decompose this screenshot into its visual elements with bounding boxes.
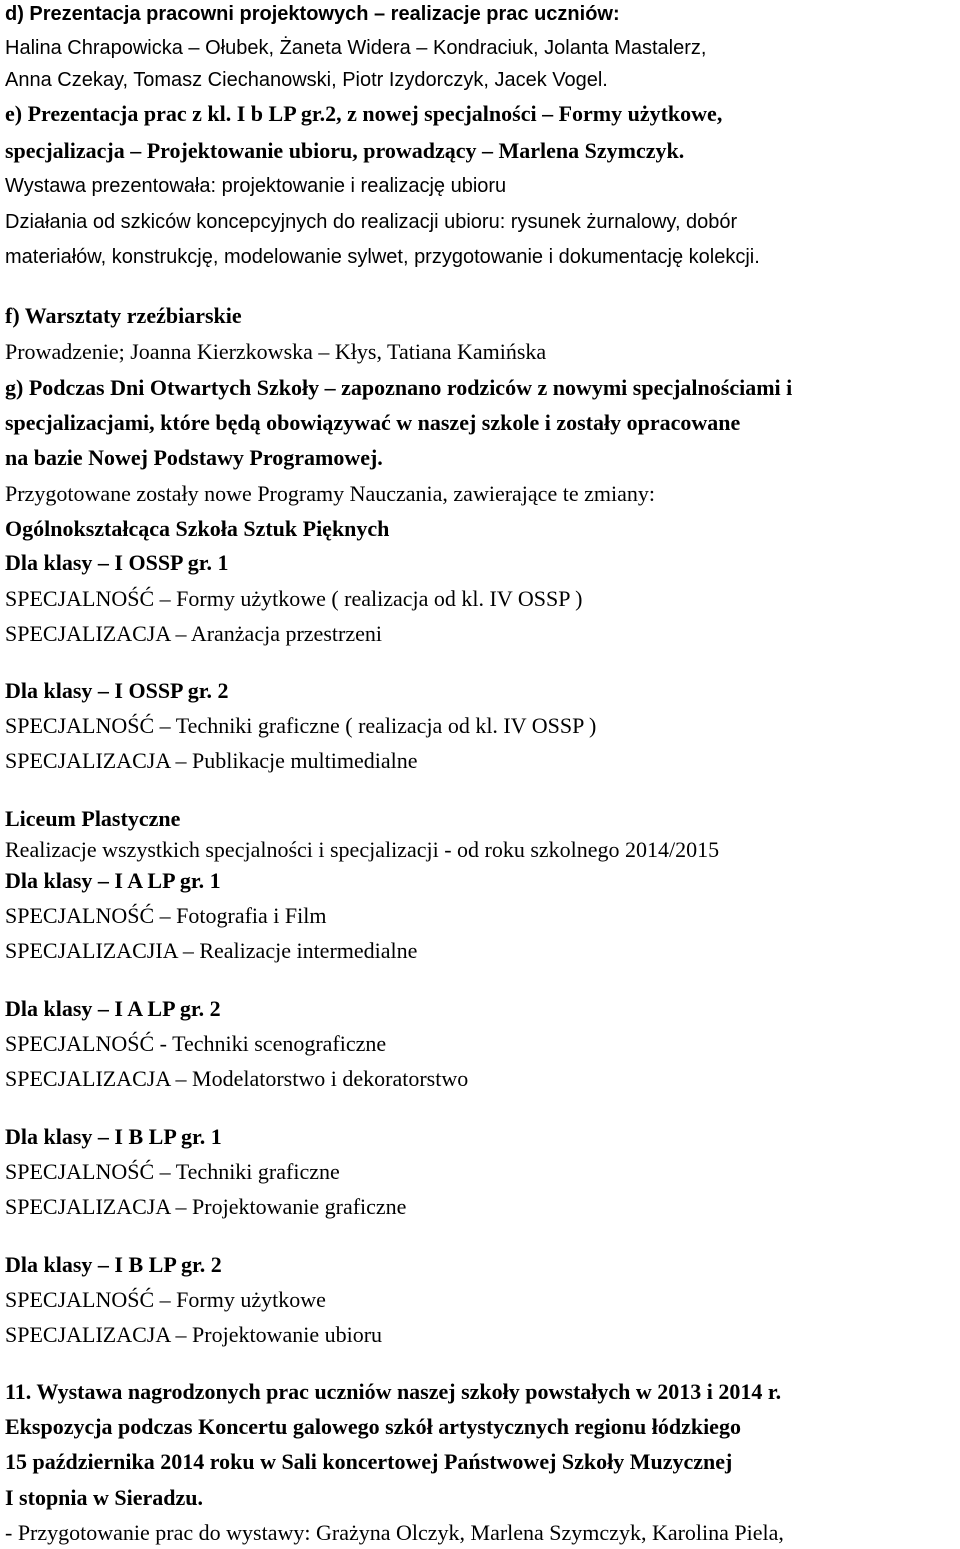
school-title: Liceum Plastyczne xyxy=(5,806,181,831)
section-11-line: 15 października 2014 roku w Sali koncertowej Państwowej Szkoły Muzycznej xyxy=(5,1449,733,1474)
section-g-heading: g) Podczas Dni Otwartych Szkoły – zapoznano rodziców z nowymi specjalnościami i xyxy=(5,375,793,400)
section-11-line: I stopnia w Sieradzu. xyxy=(5,1485,204,1510)
specialty-line: SPECJALNOŚĆ – Formy użytkowe ( realizacja od kl. IV OSSP ) xyxy=(5,586,583,611)
specialization-line: SPECJALIZACJA – Publikacje multimedialne xyxy=(5,748,418,773)
section-f-line: Prowadzenie; Joanna Kierzkowska – Kłys, Tatiana Kamińska xyxy=(5,339,547,364)
section-e-heading: e) Prezentacja prac z kl. I b LP gr.2, z nowej specjalności – Formy użytkowe, xyxy=(5,101,723,126)
section-d-heading: d) Prezentacja pracowni projektowych – realizacje prac uczniów: xyxy=(5,3,620,25)
specialty-line: SPECJALNOŚĆ – Techniki graficzne ( realizacja od kl. IV OSSP ) xyxy=(5,713,597,738)
specialization-line: SPECJALIZACJA – Projektowanie ubioru xyxy=(5,1322,383,1347)
class-title: Dla klasy – I OSSP gr. 1 xyxy=(5,550,229,575)
class-title: Dla klasy – I B LP gr. 1 xyxy=(5,1124,222,1149)
section-e-line: Działania od szkiców koncepcyjnych do realizacji ubioru: rysunek żurnalowy, dobór xyxy=(5,211,738,233)
specialty-line: SPECJALNOŚĆ - Techniki scenograficzne xyxy=(5,1031,387,1056)
section-e-heading: specjalizacja – Projektowanie ubioru, prowadzący – Marlena Szymczyk. xyxy=(5,138,685,163)
specialty-line: SPECJALNOŚĆ – Formy użytkowe xyxy=(5,1287,326,1312)
section-11-line: - Przygotowanie prac do wystawy: Grażyna Olczyk, Marlena Szymczyk, Karolina Piela, xyxy=(5,1520,784,1545)
section-f-heading: f) Warsztaty rzeźbiarskie xyxy=(5,303,242,328)
liceum-line: Realizacje wszystkich specjalności i specjalizacji - od roku szkolnego 2014/2015 xyxy=(5,837,720,862)
section-11-line: Ekspozycja podczas Koncertu galowego szkół artystycznych regionu łódzkiego xyxy=(5,1414,741,1439)
section-e-line: materiałów, konstrukcję, modelowanie sylwet, przygotowanie i dokumentację kolekcji. xyxy=(5,246,760,268)
section-g-heading: specjalizacjami, które będą obowiązywać w naszej szkole i zostały opracowane xyxy=(5,410,741,435)
section-g-line: Przygotowane zostały nowe Programy Nauczania, zawierające te zmiany: xyxy=(5,481,655,506)
specialization-line: SPECJALIZACJA – Aranżacja przestrzeni xyxy=(5,621,382,646)
specialization-line: SPECJALIZACJA – Projektowanie graficzne xyxy=(5,1194,407,1219)
specialization-line: SPECJALIZACJIA – Realizacje intermedialne xyxy=(5,938,418,963)
class-title: Dla klasy – I B LP gr. 2 xyxy=(5,1252,222,1277)
school-title: Ogólnokształcąca Szkoła Sztuk Pięknych xyxy=(5,516,390,541)
specialization-line: SPECJALIZACJA – Modelatorstwo i dekoratorstwo xyxy=(5,1066,469,1091)
class-title: Dla klasy – I A LP gr. 2 xyxy=(5,996,221,1021)
section-d-line: Anna Czekay, Tomasz Ciechanowski, Piotr Izydorczyk, Jacek Vogel. xyxy=(5,69,608,91)
specialty-line: SPECJALNOŚĆ – Fotografia i Film xyxy=(5,903,327,928)
section-g-heading: na bazie Nowej Podstawy Programowej. xyxy=(5,445,383,470)
specialty-line: SPECJALNOŚĆ – Techniki graficzne xyxy=(5,1159,340,1184)
section-e-line: Wystawa prezentowała: projektowanie i realizację ubioru xyxy=(5,175,507,197)
section-d-line: Halina Chrapowicka – Ołubek, Żaneta Widera – Kondraciuk, Jolanta Mastalerz, xyxy=(5,37,707,59)
class-title: Dla klasy – I OSSP gr. 2 xyxy=(5,678,229,703)
section-11-heading: 11. Wystawa nagrodzonych prac uczniów naszej szkoły powstałych w 2013 i 2014 r. xyxy=(5,1379,782,1404)
class-title: Dla klasy – I A LP gr. 1 xyxy=(5,868,221,893)
